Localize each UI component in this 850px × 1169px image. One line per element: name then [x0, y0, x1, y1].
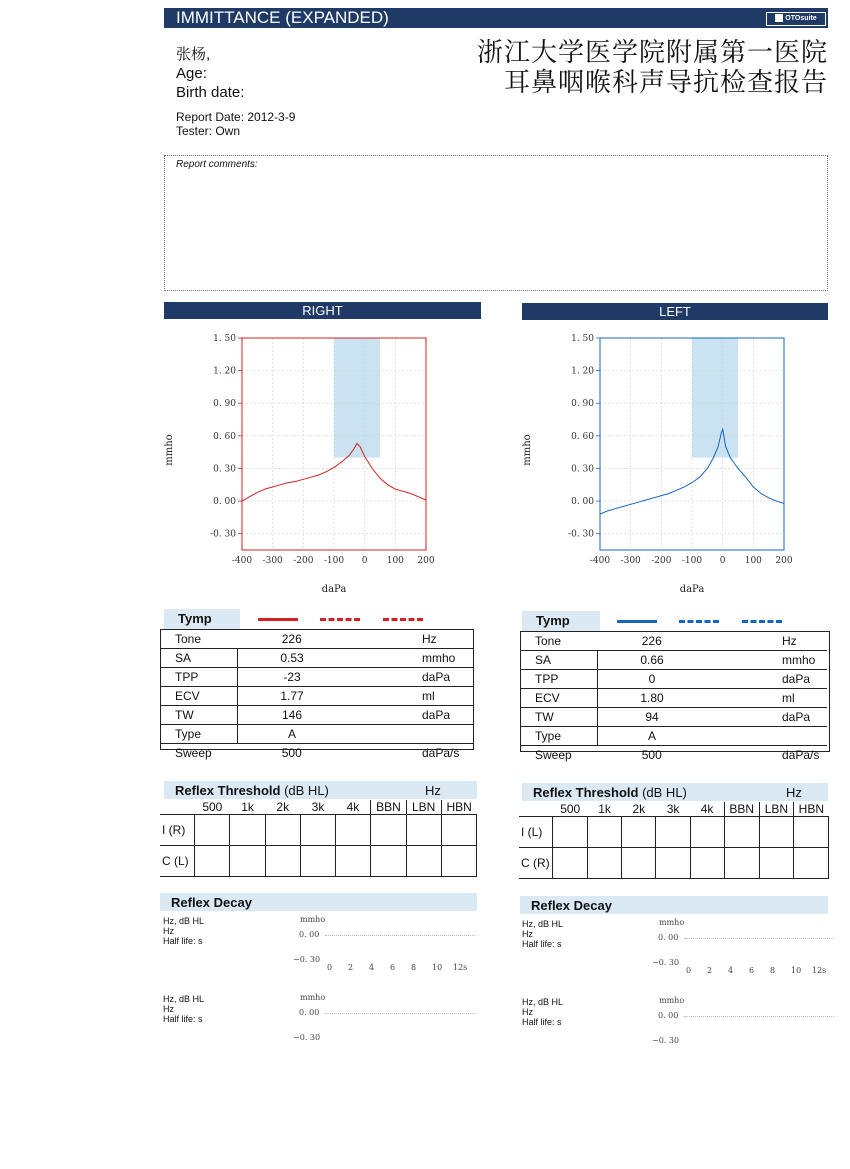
tymp-name: Sweep [175, 746, 212, 760]
x-tick-label: -400 [231, 556, 253, 566]
tymp-name: Sweep [535, 748, 572, 762]
decay-xtick: 2 [348, 963, 354, 972]
decay-line3: Half life: s [522, 939, 562, 949]
decay-ytick: 0. 00 [299, 1008, 320, 1017]
reflex-hz: Hz [425, 783, 441, 798]
decay-gridline [325, 935, 475, 936]
y-tick-label: 0. 60 [213, 431, 236, 442]
tymp-value: 1.80 [598, 689, 707, 708]
reflex-col-header: 2k [622, 802, 656, 817]
y-tick-label: 0. 30 [213, 464, 236, 475]
left-tympanogram-svg [518, 330, 828, 600]
reflex-row-label: I (R) [160, 815, 195, 846]
x-tick-label: -300 [262, 556, 283, 566]
reflex-col-header: LBN [759, 802, 794, 817]
decay-unit: mmho [300, 993, 326, 1002]
reflex-col-header: HBN [794, 802, 829, 817]
reflex-cell [230, 815, 265, 846]
tymp-unit: ml [706, 689, 827, 708]
reflex-cell [622, 817, 656, 848]
reflex-cell [794, 848, 829, 879]
reflex-cell [371, 815, 406, 846]
reflex-col-header: 3k [300, 800, 335, 815]
tymp-row-ecv [521, 689, 827, 708]
tymp-row-tpp [521, 670, 827, 689]
reflex-row-label: C (L) [160, 846, 195, 877]
left-tymp-label: Tymp [536, 613, 570, 628]
decay-xtick: 6 [749, 966, 755, 975]
tymp-unit: ml [346, 687, 473, 706]
tymp-value: 0.66 [598, 651, 707, 670]
report-subtitle: 耳鼻咽喉科声导抗检查报告 [503, 68, 828, 98]
decay-ytick: −0. 30 [652, 958, 680, 967]
decay-ytick: −0. 30 [652, 1036, 680, 1045]
reflex-col-header: 3k [656, 802, 690, 817]
y-tick-label: 0. 90 [213, 399, 236, 410]
normal-range-band [334, 338, 380, 458]
reflex-cell [300, 815, 335, 846]
tymp-unit: mmho [706, 651, 827, 670]
tymp-value: 500 [281, 746, 302, 760]
left-legend-solid [617, 620, 657, 623]
decay-unit: mmho [659, 996, 685, 1005]
reflex-cell [690, 817, 724, 848]
tymp-name: TW [161, 706, 238, 725]
decay-xtick: 10 [432, 963, 443, 972]
age-label: Age: [176, 65, 207, 82]
decay-xtick: 0 [686, 966, 692, 975]
tymp-value: -23 [238, 668, 347, 687]
y-tick-label: 1. 50 [571, 334, 594, 344]
tymp-value: 500 [641, 748, 662, 762]
reflex-cell [759, 817, 794, 848]
reflex-col-header: 1k [587, 802, 621, 817]
decay-line1: Hz, dB HL [163, 994, 205, 1004]
left-tymp-header [522, 611, 600, 631]
tymp-name: ECV [521, 689, 598, 708]
y-tick-label: 0. 00 [571, 497, 594, 508]
x-tick-label: -200 [651, 556, 672, 566]
reflex-cell [336, 815, 371, 846]
y-tick-label: -0. 30 [568, 529, 594, 540]
tymp-row-tpp [161, 668, 473, 687]
decay-unit: mmho [659, 918, 685, 927]
left-reflex-table [519, 802, 829, 879]
tymp-unit [346, 725, 473, 744]
reflex-col-header: 500 [553, 802, 587, 817]
tymp-name: SA [161, 649, 238, 668]
title-banner [164, 8, 828, 28]
report-comments-box [164, 155, 828, 291]
reflex-cell [759, 848, 794, 879]
y-tick-label: 0. 90 [571, 399, 594, 410]
tymp-value: 226 [238, 630, 347, 649]
tymp-name: Type [161, 725, 238, 744]
reflex-col-header: 4k [690, 802, 724, 817]
y-axis-label: mmho [522, 434, 533, 466]
reflex-cell [371, 846, 406, 877]
tymp-name: TW [521, 708, 598, 727]
tymp-value: 1.77 [238, 687, 347, 706]
y-tick-label: 0. 00 [213, 497, 236, 508]
x-axis-label: daPa [679, 584, 705, 595]
tymp-value: 0 [598, 670, 707, 689]
reflex-row [519, 817, 829, 848]
tymp-unit: daPa [706, 670, 827, 689]
hospital-heading [477, 38, 828, 98]
right-decay-header [160, 893, 477, 911]
decay-info [163, 916, 204, 946]
reflex-cell [230, 846, 265, 877]
tymp-name: Tone [521, 632, 598, 651]
decay-xtick: 6 [390, 963, 396, 972]
decay-line3: Half life: s [163, 936, 203, 946]
right-legend-solid [258, 618, 298, 621]
tymp-row-tone [521, 632, 827, 651]
decay-line1: Hz, dB HL [163, 916, 205, 926]
reflex-col-header: 4k [336, 800, 371, 815]
tymp-value: 94 [598, 708, 707, 727]
reflex-cell [587, 817, 621, 848]
decay-xtick: 8 [770, 966, 776, 975]
right-tymp-label: Tymp [178, 611, 212, 626]
normal-range-band [692, 338, 738, 458]
report-comments-label: Report comments: [176, 159, 258, 170]
tymp-row-sa [161, 649, 473, 668]
decay-ytick: −0. 30 [293, 1033, 321, 1042]
x-tick-label: -400 [589, 556, 611, 566]
left-decay-header [520, 896, 828, 914]
decay-ytick: 0. 00 [658, 1011, 679, 1020]
reflex-cell [406, 846, 441, 877]
tymp-unit [706, 727, 827, 746]
x-tick-label: -200 [293, 556, 314, 566]
decay-line2: Hz [522, 1007, 533, 1017]
reflex-row [519, 848, 829, 879]
reflex-corner [519, 802, 553, 817]
reflex-header-row [519, 802, 829, 817]
tymp-unit: Hz [706, 632, 827, 651]
x-tick-label: 200 [417, 556, 435, 566]
tymp-unit: daPa/s [782, 748, 820, 762]
decay-xtick: 2 [707, 966, 713, 975]
decay-info [522, 919, 563, 949]
decay-unit: mmho [300, 915, 326, 924]
decay-ytick: 0. 00 [658, 933, 679, 942]
reflex-cell [794, 817, 829, 848]
right-tymp-header [164, 609, 240, 629]
reflex-cell [622, 848, 656, 879]
x-tick-label: 0 [719, 556, 726, 566]
tymp-unit: mmho [346, 649, 473, 668]
left-legend-dashed [679, 620, 719, 623]
reflex-header-row [160, 800, 477, 815]
x-tick-label: -100 [681, 556, 703, 566]
decay-line3: Half life: s [522, 1017, 562, 1027]
right-reflex-header [164, 781, 477, 799]
left-legend-dashdot [742, 620, 782, 623]
y-tick-label: 1. 50 [213, 334, 236, 344]
reflex-cell [441, 846, 476, 877]
reflex-col-header: HBN [441, 800, 476, 815]
tymp-unit: daPa [346, 706, 473, 725]
x-tick-label: 100 [744, 556, 762, 566]
right-tympanogram [160, 330, 460, 605]
tester: Tester: Own [176, 124, 241, 138]
tymp-name: Tone [161, 630, 238, 649]
y-tick-label: 0. 60 [571, 431, 594, 442]
reflex-col-header: 500 [195, 800, 230, 815]
left-tympanogram [518, 330, 828, 605]
decay-line2: Hz [163, 926, 174, 936]
decay-line1: Hz, dB HL [522, 919, 564, 929]
patient-name: 张杨, [176, 46, 211, 63]
reflex-cell [265, 815, 300, 846]
left-reflex-header [522, 783, 828, 801]
reflex-cell [656, 817, 690, 848]
reflex-col-header: LBN [406, 800, 441, 815]
reflex-cell [265, 846, 300, 877]
right-ear-header: RIGHT [164, 302, 481, 319]
tymp-value: 146 [238, 706, 347, 725]
right-legend-dashdot [383, 618, 423, 621]
birth-date-label: Birth date: [176, 84, 245, 101]
reflex-cell [690, 848, 724, 879]
report-title: IMMITTANCE (EXPANDED) [176, 8, 389, 27]
tymp-name: SA [521, 651, 598, 670]
tymp-value: A [598, 727, 707, 746]
decay-ytick: 0. 00 [299, 930, 320, 939]
decay-xtick: 8 [411, 963, 417, 972]
tymp-unit: daPa/s [422, 746, 460, 760]
decay-title: Reflex Decay [171, 895, 252, 910]
reflex-cell [587, 848, 621, 879]
decay-line2: Hz [163, 1004, 174, 1014]
tymp-row-sweep [161, 744, 473, 763]
patient-info [176, 45, 244, 102]
decay-xtick: 12s [812, 966, 827, 975]
left-tymp-table [521, 632, 827, 764]
reflex-unit-left: (dB HL) [642, 785, 687, 800]
report-meta [176, 110, 295, 138]
tymp-name: ECV [161, 687, 238, 706]
x-axis-label: daPa [321, 584, 347, 595]
reflex-corner [160, 800, 195, 815]
x-tick-label: 200 [775, 556, 793, 566]
decay-xtick: 12s [453, 963, 468, 972]
reflex-unit: (dB HL) [284, 783, 329, 798]
decay-gridline [684, 938, 834, 939]
decay-info [522, 997, 563, 1027]
reflex-hz-left: Hz [786, 785, 802, 800]
reflex-cell [724, 848, 759, 879]
tymp-row-ecv [161, 687, 473, 706]
tymp-value: 0.53 [238, 649, 347, 668]
reflex-cell [553, 817, 587, 848]
y-tick-label: -0. 30 [210, 529, 236, 540]
reflex-cell [406, 815, 441, 846]
y-tick-label: 0. 30 [571, 464, 594, 475]
reflex-cell [195, 846, 230, 877]
tymp-row-tw [521, 708, 827, 727]
decay-xtick: 4 [369, 963, 375, 972]
reflex-cell [553, 848, 587, 879]
tymp-name: TPP [161, 668, 238, 687]
y-axis-label: mmho [164, 434, 175, 466]
tymp-name: TPP [521, 670, 598, 689]
reflex-cell [656, 848, 690, 879]
decay-line3: Half life: s [163, 1014, 203, 1024]
decay-gridline [325, 1013, 475, 1014]
reflex-row-label: C (R) [519, 848, 553, 879]
tymp-unit: Hz [346, 630, 473, 649]
reflex-row-label: I (L) [519, 817, 553, 848]
reflex-col-header: BBN [371, 800, 406, 815]
otosuite-logo: OTOsuite [766, 12, 826, 26]
tymp-row-tw [161, 706, 473, 725]
reflex-col-header: 1k [230, 800, 265, 815]
right-legend-dashed [320, 618, 360, 621]
right-tympanogram-svg [160, 330, 460, 600]
left-ear-header: LEFT [522, 303, 828, 320]
decay-ytick: −0. 30 [293, 955, 321, 964]
reflex-title: Reflex Threshold [175, 783, 281, 798]
decay-info [163, 994, 204, 1024]
tymp-row-sa [521, 651, 827, 670]
reflex-cell [441, 815, 476, 846]
x-tick-label: 0 [361, 556, 368, 566]
x-tick-label: -100 [323, 556, 345, 566]
reflex-row [160, 846, 477, 877]
reflex-cell [336, 846, 371, 877]
reflex-cell [724, 817, 759, 848]
decay-line2: Hz [522, 929, 533, 939]
decay-xtick: 4 [728, 966, 734, 975]
hospital-name: 浙江大学医学院附属第一医院 [476, 38, 828, 68]
reflex-cell [300, 846, 335, 877]
decay-line1: Hz, dB HL [522, 997, 564, 1007]
decay-gridline [684, 1016, 834, 1017]
decay-xtick: 0 [327, 963, 333, 972]
right-tymp-table [161, 630, 473, 762]
tymp-unit: daPa [346, 668, 473, 687]
reflex-col-header: BBN [724, 802, 759, 817]
report-date: Report Date: 2012-3-9 [176, 110, 296, 124]
tymp-row-type [521, 727, 827, 746]
tymp-value: 226 [598, 632, 707, 651]
x-tick-label: -300 [620, 556, 641, 566]
reflex-row [160, 815, 477, 846]
tymp-value: A [238, 725, 347, 744]
reflex-col-header: 2k [265, 800, 300, 815]
y-tick-label: 1. 20 [213, 366, 236, 377]
tymp-row-sweep [521, 746, 827, 765]
decay-xtick: 10 [791, 966, 802, 975]
decay-title-left: Reflex Decay [531, 898, 612, 913]
tymp-row-tone [161, 630, 473, 649]
x-tick-label: 100 [386, 556, 404, 566]
y-tick-label: 1. 20 [571, 366, 594, 377]
tymp-unit: daPa [706, 708, 827, 727]
right-reflex-table [160, 800, 477, 877]
reflex-title-left: Reflex Threshold [533, 785, 639, 800]
tymp-name: Type [521, 727, 598, 746]
tymp-row-type [161, 725, 473, 744]
reflex-cell [195, 815, 230, 846]
